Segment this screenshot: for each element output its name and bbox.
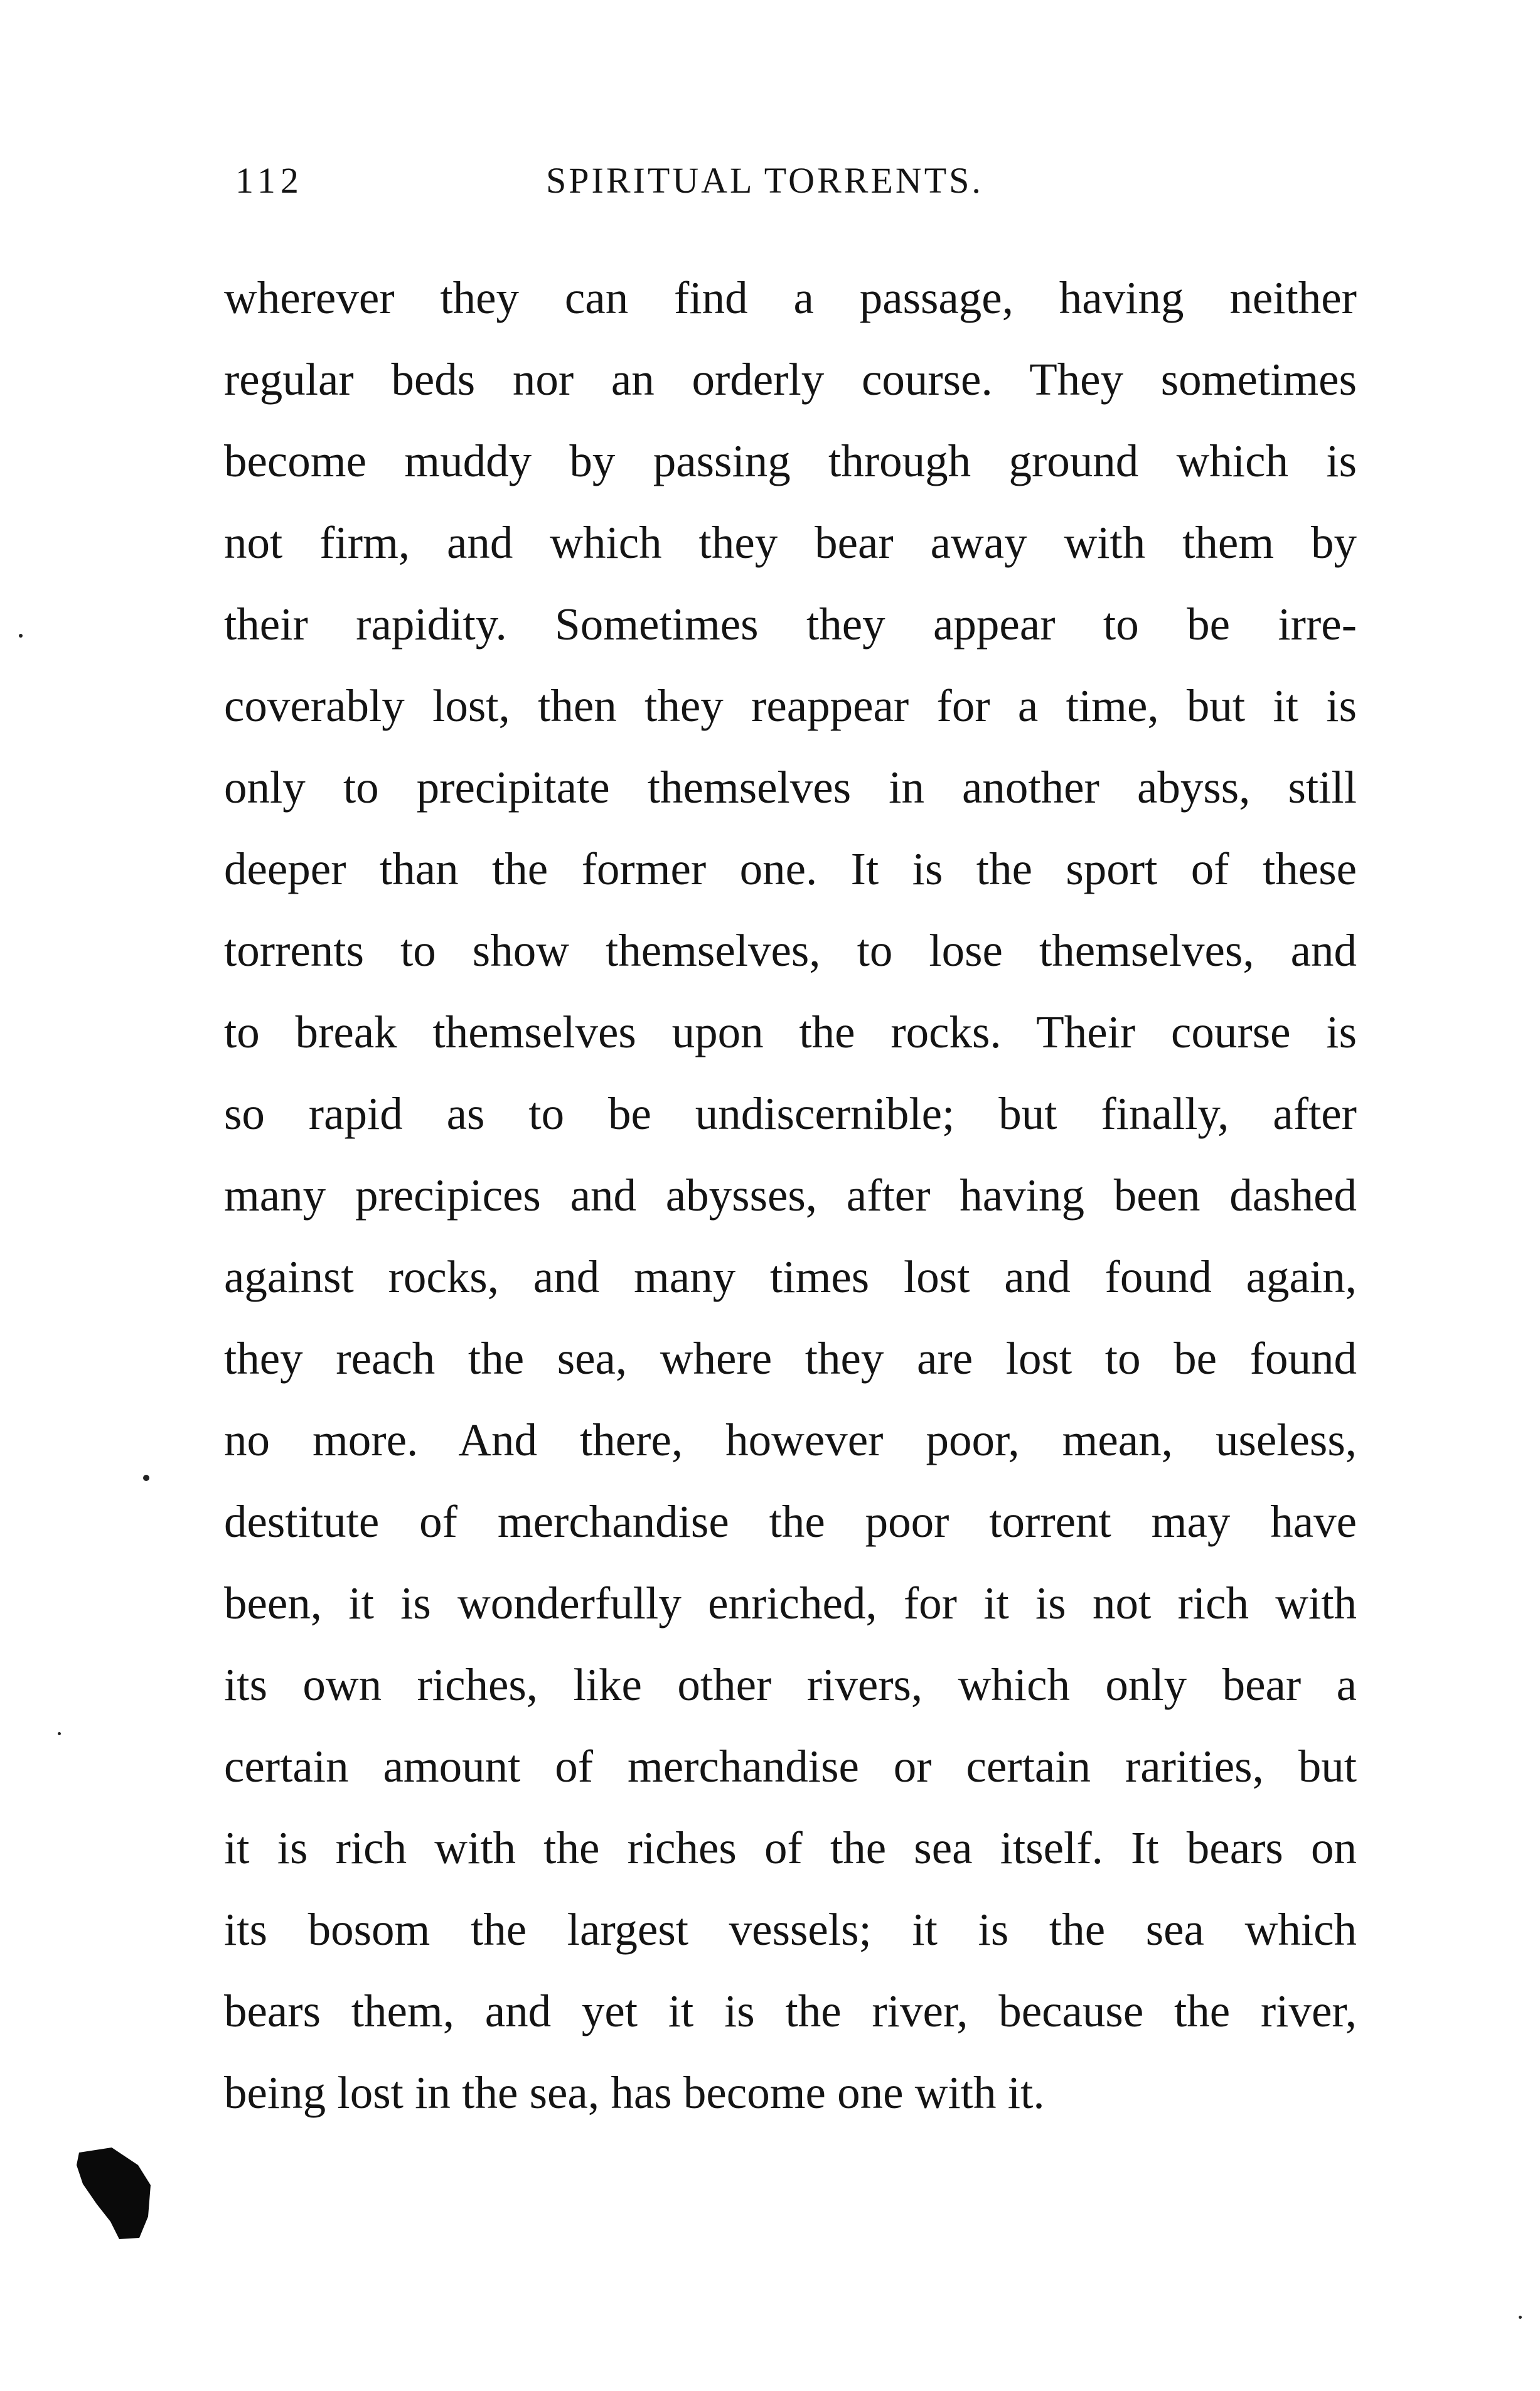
text-line: against rocks, and many times lost and found again, bbox=[224, 1251, 1357, 1302]
ink-blot bbox=[74, 2146, 156, 2240]
text-line: wherever they can find a passage, having neither bbox=[224, 272, 1357, 323]
running-head bbox=[0, 156, 1540, 206]
text-line: coverably lost, then they reappear for a time, but it is bbox=[224, 680, 1357, 731]
text-line: its own riches, like other rivers, which only bear a bbox=[224, 1659, 1357, 1710]
page-number: 112 bbox=[235, 160, 304, 201]
text-line: become muddy by passing through ground which is bbox=[224, 436, 1357, 486]
text-line: regular beds nor an orderly course. They sometimes bbox=[224, 354, 1357, 405]
text-line: its bosom the largest vessels; it is the sea which bbox=[224, 1904, 1357, 1955]
text-line: been, it is wonderfully enriched, for it is not rich with bbox=[224, 1578, 1357, 1629]
text-line: not firm, and which they bear away with them by bbox=[224, 517, 1357, 568]
text-line: bears them, and yet it is the river, because the river, bbox=[224, 1986, 1357, 2036]
text-line: their rapidity. Sometimes they appear to be irre- bbox=[224, 599, 1357, 650]
speck bbox=[1519, 2316, 1522, 2319]
text-line: to break themselves upon the rocks. Their course is bbox=[224, 1007, 1357, 1057]
speck bbox=[19, 634, 23, 638]
text-line: certain amount of merchandise or certain rarities, but bbox=[224, 1741, 1357, 1792]
text-line: torrents to show themselves, to lose themselves, and bbox=[224, 925, 1357, 976]
speck bbox=[143, 1475, 149, 1481]
text-line: only to precipitate themselves in another abyss, still bbox=[224, 762, 1357, 813]
text-line: many precipices and abysses, after having been dashed bbox=[224, 1170, 1357, 1221]
text-line: it is rich with the riches of the sea itself. It bears on bbox=[224, 1822, 1357, 1873]
text-line: so rapid as to be undiscernible; but finally, after bbox=[224, 1088, 1357, 1139]
text-line: deeper than the former one. It is the sport of these bbox=[224, 843, 1357, 894]
text-line: they reach the sea, where they are lost to be found bbox=[224, 1333, 1357, 1384]
speck bbox=[58, 1732, 61, 1735]
body-text bbox=[224, 257, 1357, 2134]
text-line: being lost in the sea, has become one with it. bbox=[224, 2067, 1045, 2118]
running-title: SPIRITUAL TORRENTS. bbox=[546, 160, 983, 201]
text-line: destitute of merchandise the poor torrent may have bbox=[224, 1496, 1357, 1547]
text-line: no more. And there, however poor, mean, useless, bbox=[224, 1415, 1357, 1465]
